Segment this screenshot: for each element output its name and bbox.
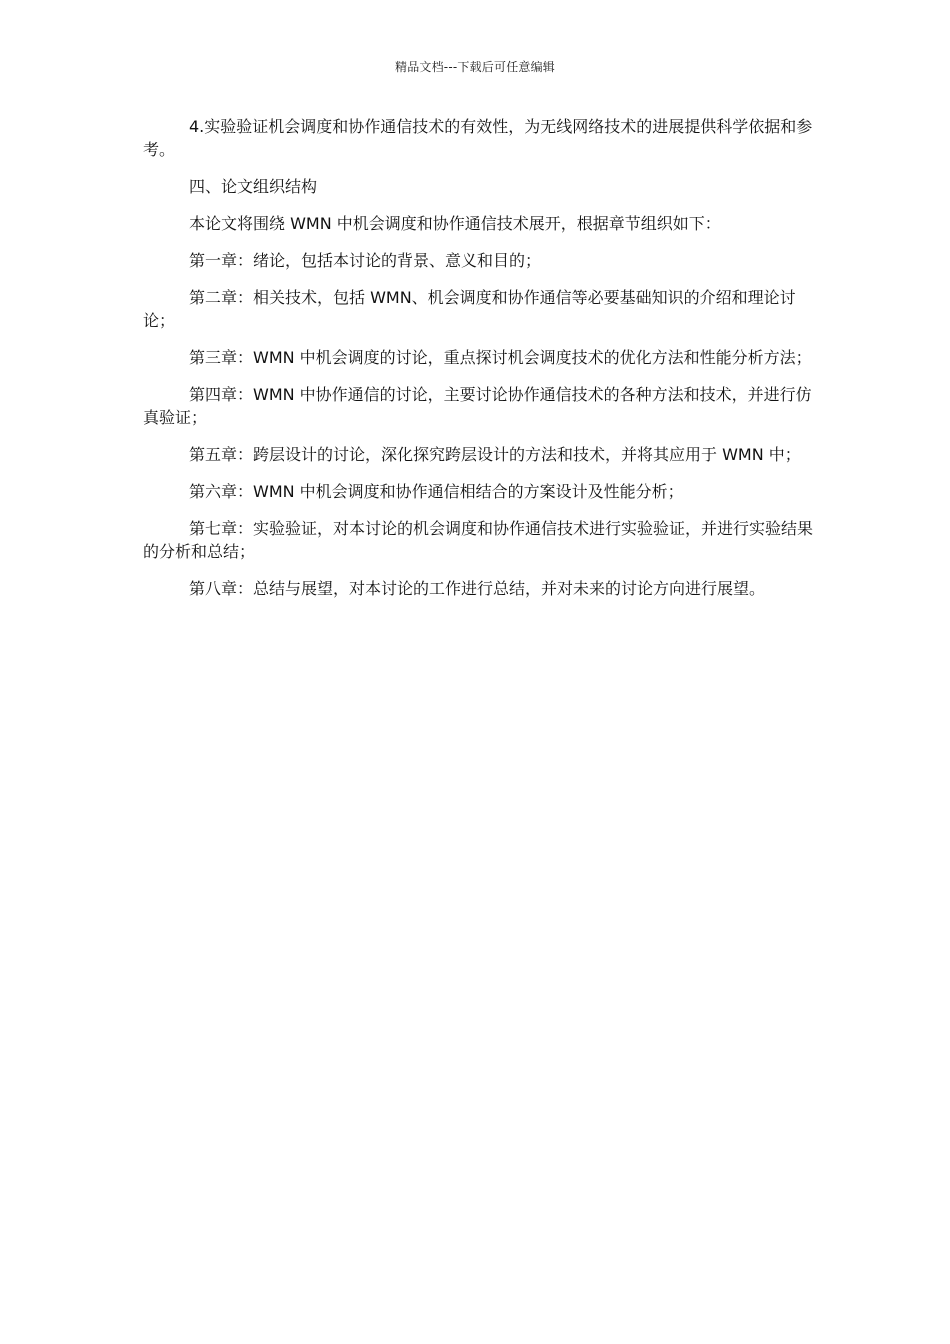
document-body: [143, 115, 815, 614]
page-header: 精品文档---下载后可任意编辑: [395, 60, 555, 74]
paragraph-chapter-8: 第八章：总结与展望，对本讨论的工作进行总结，并对未来的讨论方向进行展望。: [189, 579, 766, 598]
paragraph-chapter-3: 第三章：WMN 中机会调度的讨论，重点探讨机会调度技术的优化方法和性能分析方法；: [189, 348, 812, 367]
paragraph-chapter-4: 第四章：WMN 中协作通信的讨论，主要讨论协作通信技术的各种方法和技术，并进行仿真验证；: [143, 385, 812, 427]
paragraph-chapter-7: 第七章：实验验证，对本讨论的机会调度和协作通信技术进行实验验证，并进行实验结果的分析和总结；: [143, 519, 814, 561]
paragraph-chapter-2: 第二章：相关技术，包括 WMN、机会调度和协作通信等必要基础知识的介绍和理论讨论；: [143, 288, 796, 330]
paragraph-chapter-1: 第一章：绪论，包括本讨论的背景、意义和目的；: [189, 251, 542, 270]
paragraph-experiment-validation: 4.实验验证机会调度和协作通信技术的有效性，为无线网络技术的进展提供科学依据和参考。: [143, 117, 813, 159]
paragraph-chapter-6: 第六章：WMN 中机会调度和协作通信相结合的方案设计及性能分析；: [189, 482, 684, 501]
paragraph-chapter-5: 第五章：跨层设计的讨论，深化探究跨层设计的方法和技术，并将其应用于 WMN 中；: [189, 445, 801, 464]
section-heading-structure: 四、论文组织结构: [189, 177, 318, 196]
paragraph-intro-chapters: 本论文将围绕 WMN 中机会调度和协作通信技术展开，根据章节组织如下：: [189, 214, 721, 233]
